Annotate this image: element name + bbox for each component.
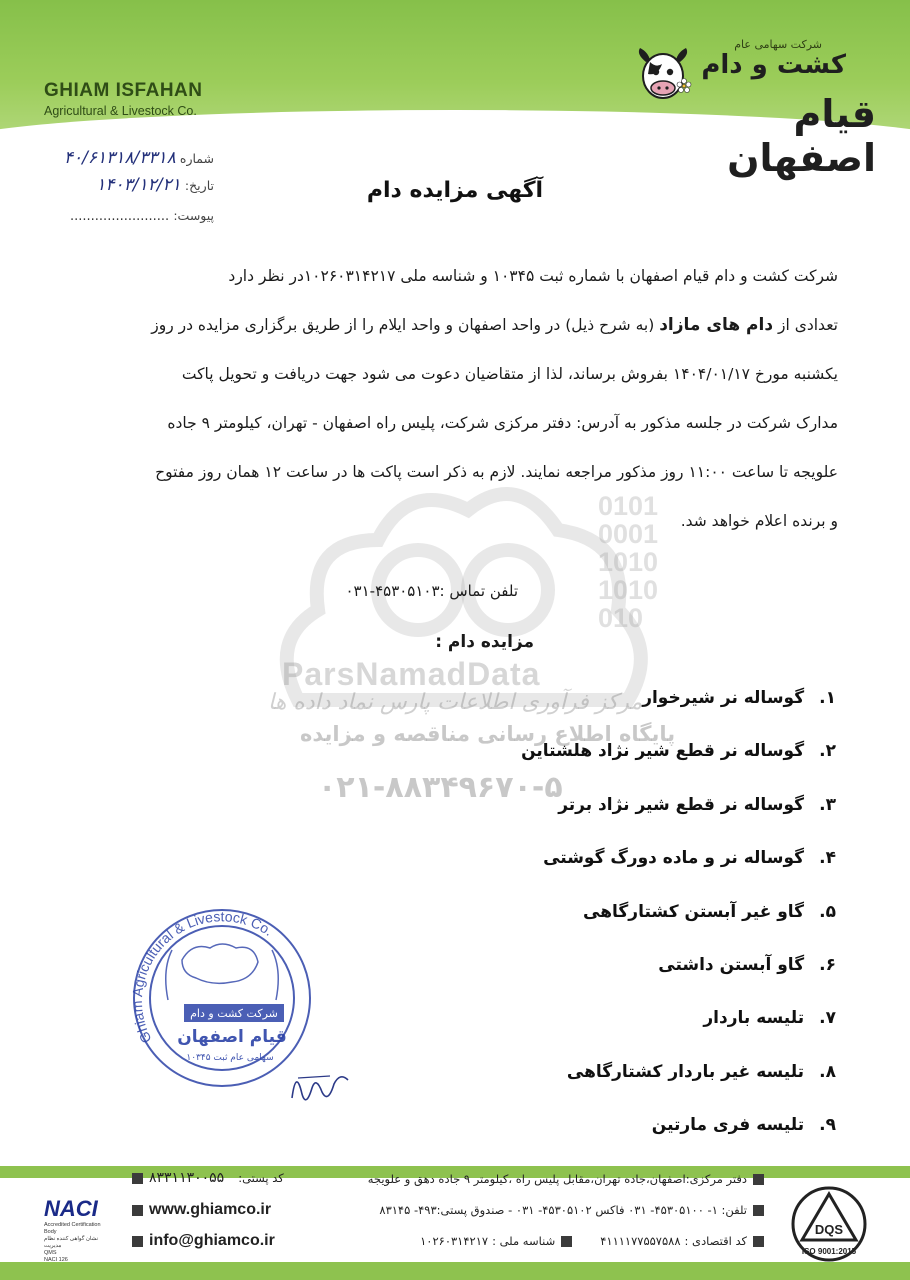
english-brand-name: GHIAM ISFAHAN: [44, 80, 203, 101]
list-item-number: ۲.: [819, 741, 836, 762]
body-line-2: [120, 301, 838, 350]
list-item-number: ۳.: [819, 794, 836, 815]
footer-website: [126, 1201, 271, 1219]
stamp-ring-text: Ghiam Agricultural & Livestock Co.: [128, 908, 277, 1046]
bullet-square-icon: [753, 1174, 764, 1185]
footer-address-text: دفتر مرکزی:اصفهان،جاده تهران،مقابل پلیس راه ،کیلومتر ۹ جاده دهق و علویجه: [367, 1172, 747, 1186]
watermark-line1: مرکز فرآوری اطلاعات پارس نماد داده ها: [268, 690, 643, 715]
list-item-label: تلیسه غیر باردار کشتارگاهی: [566, 1061, 805, 1082]
naci-certification-logo: [44, 1196, 110, 1263]
bullet-square-icon: [753, 1236, 764, 1247]
list-item-label: گاو آبستن داشتی: [658, 954, 805, 975]
meta-date-label: تاریخ:: [184, 178, 214, 193]
list-item: [336, 955, 836, 1008]
footer-codes: [420, 1234, 770, 1248]
signature-mark: [282, 1058, 362, 1118]
footer-economic-value: ۴۱۱۱۱۷۷۵۵۷۵۸۸: [600, 1234, 681, 1248]
footer-email: [126, 1232, 275, 1250]
watermark-digits-text: 0101 0001 1010 1010 010: [598, 491, 659, 633]
persian-logo-line1: کشت و دام: [701, 50, 846, 80]
stamp-line2: قیام اصفهان: [177, 1027, 287, 1047]
stamp-line3: سهامی عام ثبت ۱۰۳۴۵: [186, 1053, 274, 1063]
list-item-number: ۸.: [819, 1061, 836, 1082]
list-item: [336, 741, 836, 794]
list-item-number: ۶.: [819, 954, 836, 975]
footer-postal: [126, 1170, 284, 1186]
footer-national-label: شناسه ملی :: [492, 1234, 556, 1248]
list-item-label: تلیسه فری مارتین: [651, 1115, 805, 1136]
list-item: [336, 1062, 836, 1115]
contact-phone: تلفن تماس :۴۵۳۰۵۱۰۳-۰۳۱: [345, 582, 518, 600]
list-item-number: ۹.: [819, 1115, 836, 1136]
body-line-2-b: (به شرح ذیل) در واحد اصفهان و واحد ایلام را از طریق برگزاری مزایده در روز: [151, 316, 655, 334]
meta-attachment-value: ........................: [70, 209, 170, 224]
bullet-square-icon: [132, 1173, 143, 1184]
list-item: [336, 795, 836, 848]
footer-contact: [379, 1203, 770, 1217]
iso-logo-text: DQS: [814, 1222, 844, 1237]
list-item-number: ۷.: [819, 1008, 836, 1029]
watermark-line2: پایگاه اطلاع رسانی مناقصه و مزایده: [300, 722, 676, 746]
bullet-square-icon: [561, 1236, 572, 1247]
footer-address: [368, 1172, 770, 1186]
meta-number-label: شماره: [179, 151, 214, 166]
footer-email-text[interactable]: info@ghiamco.ir: [149, 1232, 275, 1249]
footer-national-value: ۱۰۲۶۰۳۱۴۲۱۷: [420, 1234, 489, 1248]
list-item: [336, 902, 836, 955]
stamp-line1: شرکت کشت و دام: [190, 1007, 278, 1020]
body-line-2-a: تعدادی از: [778, 316, 838, 334]
list-item-label: گاو غیر آبستن کشتارگاهی: [583, 901, 805, 922]
list-item-label: گوساله نر قطع شیر نژاد برتر: [558, 794, 805, 815]
document-title: آگهی مزایده دام: [366, 178, 544, 203]
naci-logo-text: NACI: [44, 1196, 98, 1221]
naci-caption-3: QMS: [44, 1250, 57, 1256]
body-line-5: علویجه تا ساعت ۱۱:۰۰ روز مذکور مراجعه نمایند. لازم به ذکر است پاکت ها در ساعت ۱۲ همان روز مفتوح: [155, 463, 838, 481]
english-brand-subtitle: Agricultural & Livestock Co.: [44, 104, 197, 118]
body-line-4: مدارک شرکت در جلسه مذکور به آدرس: دفتر مرکزی شرکت، پلیس راه اصفهان - تهران، کیلومتر ۹ جاده: [167, 414, 838, 432]
auction-list-heading: مزایده دام :: [435, 632, 534, 652]
persian-logo-line2: قیام اصفهان: [727, 92, 876, 180]
meta-attachment-label: پیوست:: [173, 208, 214, 223]
meta-number-value: ۴۰/۶۱۳۱۸/۳۳۱۸: [63, 148, 176, 168]
watermark-brand: ParsNamadData: [282, 656, 541, 692]
list-item: [336, 848, 836, 901]
naci-caption-1: Accredited Certification Body: [44, 1222, 101, 1235]
list-item-number: ۵.: [819, 901, 836, 922]
list-item-number: ۴.: [819, 848, 836, 869]
bullet-square-icon: [132, 1236, 143, 1247]
footer-website-text[interactable]: www.ghiamco.ir: [149, 1201, 272, 1218]
list-item-number: ۱.: [819, 688, 836, 708]
footer-economic-label: کد اقتصادی :: [684, 1234, 747, 1248]
meta-number: [64, 148, 214, 168]
bullet-square-icon: [753, 1205, 764, 1216]
auction-items-list: [336, 688, 836, 1169]
body-line-3: یکشنبه مورخ ۱۴۰۴/۰۱/۱۷ بفروش برساند، لذا از متقاضیان دعوت می شود جهت دریافت و تحویل پاکت: [181, 365, 838, 383]
body-line-6: و برنده اعلام خواهد شد.: [680, 512, 838, 530]
body-line-1: شرکت کشت و دام قیام اصفهان با شماره ثبت ۱۰۳۴۵ و شناسه ملی ۱۰۲۶۰۳۱۴۲۱۷در نظر دارد: [228, 267, 838, 285]
iso-caption: ISO 9001:2015: [801, 1247, 857, 1256]
footer-band-bottom: [0, 1262, 910, 1280]
footer-contact-text: تلفن: ۱- ۴۵۳۰۵۱۰۰- ۰۳۱ فاکس ۴۵۳۰۵۱۰۲- ۰۳۱ - صندوق پستی:۴۹۳- ۸۳۱۴۵: [379, 1203, 747, 1217]
english-brand: [44, 80, 203, 118]
list-item-label: گوساله نر و ماده دورگ گوشتی: [543, 848, 805, 869]
body-line-2-bold: دام های مازاد: [659, 315, 774, 335]
iso-certification-icon: [786, 1184, 872, 1264]
list-item: [336, 688, 836, 741]
watermark-phone: ۰۲۱-۸۸۳۴۹۶۷۰-۵: [318, 770, 563, 805]
list-item: [336, 1008, 836, 1061]
list-item-label: گوساله نر قطع شیر نژاد هلشتاین: [521, 741, 805, 762]
naci-caption-2: نشان گواهی کننده نظام مدیریت: [44, 1236, 99, 1249]
list-item-label: تلیسه باردار: [703, 1008, 805, 1029]
bullet-square-icon: [132, 1205, 143, 1216]
announcement-body: [120, 252, 838, 546]
persian-logo: [632, 38, 882, 180]
footer-postal-label: کد پستی:: [238, 1171, 284, 1185]
footer-postal-value: ۸۳۳۱۱۳۰۰۵۵: [149, 1170, 225, 1186]
meta-attachment: [70, 208, 214, 224]
naci-caption-4: NACI 126: [44, 1257, 68, 1263]
persian-logo-small: شرکت سهامی عام: [734, 38, 822, 51]
meta-date-value: ۱۴۰۳/۱۲/۲۱: [96, 175, 181, 195]
list-item-label: گوساله نر شیرخوار: [642, 688, 805, 708]
